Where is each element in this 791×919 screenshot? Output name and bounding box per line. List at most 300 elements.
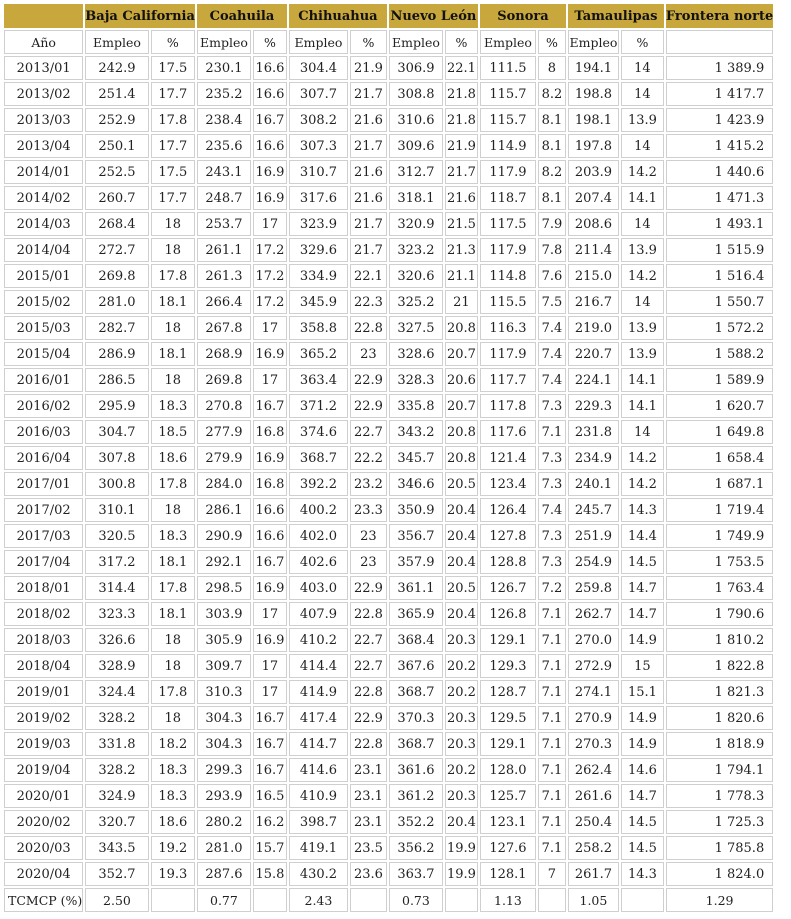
table-row [4, 602, 773, 626]
employment-cell: 258.2 [568, 836, 619, 860]
percent-cell: 14 [621, 82, 664, 106]
tcmcp-value: 1.13 [480, 888, 536, 912]
percent-cell: 14.1 [621, 368, 664, 392]
percent-cell: 8.2 [538, 160, 566, 184]
percent-cell: 21.7 [350, 238, 387, 262]
percent-cell: 14.2 [621, 264, 664, 288]
employment-cell: 224.1 [568, 368, 619, 392]
employment-cell: 356.2 [389, 836, 443, 860]
percent-cell: 20.8 [445, 316, 478, 340]
employment-cell: 126.8 [480, 602, 536, 626]
table-row [4, 56, 773, 80]
employment-cell: 343.2 [389, 420, 443, 444]
percent-cell: 20.7 [445, 342, 478, 366]
percent-cell: 20.4 [445, 810, 478, 834]
percent-cell: 14.6 [621, 758, 664, 782]
tcmcp-value [350, 888, 387, 912]
period-cell: 2018/02 [4, 602, 83, 626]
employment-cell: 352.7 [85, 862, 148, 886]
employment-cell: 220.7 [568, 342, 619, 366]
employment-cell: 231.8 [568, 420, 619, 444]
employment-cell: 126.7 [480, 576, 536, 600]
employment-cell: 279.9 [197, 446, 251, 470]
table-row [4, 758, 773, 782]
employment-cell: 368.7 [389, 680, 443, 704]
table-row [4, 342, 773, 366]
percent-cell: 13.9 [621, 316, 664, 340]
percent-cell: 7 [538, 862, 566, 886]
employment-cell: 243.1 [197, 160, 251, 184]
employment-cell: 114.8 [480, 264, 536, 288]
employment-cell: 272.9 [568, 654, 619, 678]
percent-cell: 20.5 [445, 472, 478, 496]
percent-cell: 20.3 [445, 628, 478, 652]
employment-cell: 295.9 [85, 394, 148, 418]
tcmcp-value: 2.50 [85, 888, 148, 912]
employment-cell: 286.9 [85, 342, 148, 366]
table-row [4, 82, 773, 106]
employment-cell: 317.2 [85, 550, 148, 574]
percent-cell: 20.8 [445, 446, 478, 470]
percent-cell: 7.4 [538, 316, 566, 340]
employment-cell: 292.1 [197, 550, 251, 574]
employment-cell: 281.0 [197, 836, 251, 860]
table-row [4, 524, 773, 548]
employment-cell: 414.4 [289, 654, 348, 678]
percent-cell: 16.6 [253, 56, 287, 80]
period-cell: 2017/02 [4, 498, 83, 522]
employment-cell: 117.8 [480, 394, 536, 418]
percent-cell: 22.8 [350, 680, 387, 704]
percent-cell: 20.4 [445, 498, 478, 522]
employment-cell: 419.1 [289, 836, 348, 860]
employment-cell: 126.4 [480, 498, 536, 522]
period-cell: 2016/03 [4, 420, 83, 444]
employment-cell: 365.9 [389, 602, 443, 626]
employment-cell: 414.7 [289, 732, 348, 756]
period-cell: 2013/02 [4, 82, 83, 106]
employment-cell: 286.1 [197, 498, 251, 522]
employment-cell: 335.8 [389, 394, 443, 418]
employment-cell: 310.3 [197, 680, 251, 704]
employment-cell: 304.3 [197, 706, 251, 730]
employment-cell: 350.9 [389, 498, 443, 522]
percent-cell: 22.2 [350, 446, 387, 470]
employment-cell: 310.6 [389, 108, 443, 132]
total-cell: 1 687.1 [666, 472, 773, 496]
employment-cell: 293.9 [197, 784, 251, 808]
percent-cell: 14 [621, 290, 664, 314]
period-cell: 2019/04 [4, 758, 83, 782]
percent-cell: 17.8 [151, 576, 195, 600]
employment-cell: 211.4 [568, 238, 619, 262]
employment-cell: 327.5 [389, 316, 443, 340]
percent-cell: 16.7 [253, 550, 287, 574]
percent-cell: 23 [350, 550, 387, 574]
employment-cell: 402.6 [289, 550, 348, 574]
employment-cell: 116.3 [480, 316, 536, 340]
state-header: Baja California [85, 4, 195, 28]
employment-cell: 261.3 [197, 264, 251, 288]
employment-cell: 306.9 [389, 56, 443, 80]
table-row [4, 784, 773, 808]
percent-cell: 18.1 [151, 290, 195, 314]
year-column-header: Año [4, 30, 83, 54]
table-row [4, 186, 773, 210]
percent-cell: 17.7 [151, 186, 195, 210]
tcmcp-value [621, 888, 664, 912]
table-row [4, 290, 773, 314]
percent-cell: 16.6 [253, 524, 287, 548]
percent-cell: 22.3 [350, 290, 387, 314]
employment-cell: 219.0 [568, 316, 619, 340]
state-header: Coahuila [197, 4, 287, 28]
employment-cell: 324.4 [85, 680, 148, 704]
employment-cell: 400.2 [289, 498, 348, 522]
employment-cell: 374.6 [289, 420, 348, 444]
employment-cell: 314.4 [85, 576, 148, 600]
percent-cell: 18.1 [151, 550, 195, 574]
state-header: Frontera norte [666, 4, 773, 28]
percent-cell: 8.1 [538, 186, 566, 210]
employment-cell: 308.2 [289, 108, 348, 132]
percent-cell: 18.2 [151, 732, 195, 756]
employment-cell: 290.9 [197, 524, 251, 548]
employment-cell: 368.4 [389, 628, 443, 652]
percent-cell: 16.6 [253, 498, 287, 522]
tcmcp-value: 0.77 [197, 888, 251, 912]
table-row [4, 498, 773, 522]
percent-cell: 16.9 [253, 446, 287, 470]
employment-cell: 254.9 [568, 550, 619, 574]
percent-cell: 21.7 [350, 82, 387, 106]
percent-cell: 23 [350, 524, 387, 548]
employment-cell: 203.9 [568, 160, 619, 184]
employment-cell: 115.5 [480, 290, 536, 314]
percent-cell: 7.1 [538, 654, 566, 678]
employment-cell: 310.7 [289, 160, 348, 184]
percent-cell: 16.5 [253, 784, 287, 808]
employment-cell: 128.0 [480, 758, 536, 782]
total-cell: 1 649.8 [666, 420, 773, 444]
percent-cell: 18 [151, 654, 195, 678]
employment-column-header: Empleo [197, 30, 251, 54]
employment-cell: 198.1 [568, 108, 619, 132]
employment-cell: 346.6 [389, 472, 443, 496]
percent-cell: 22.9 [350, 368, 387, 392]
table-row [4, 212, 773, 236]
percent-cell: 20.8 [445, 420, 478, 444]
total-cell: 1 749.9 [666, 524, 773, 548]
state-header-row [4, 4, 773, 28]
employment-cell: 368.7 [389, 732, 443, 756]
period-cell: 2018/03 [4, 628, 83, 652]
percent-column-header: % [445, 30, 478, 54]
percent-column-header: % [253, 30, 287, 54]
percent-cell: 7.1 [538, 628, 566, 652]
total-cell: 1 493.1 [666, 212, 773, 236]
table-row [4, 706, 773, 730]
percent-cell: 22.8 [350, 316, 387, 340]
empty-subheader [666, 30, 773, 54]
state-header: Chihuahua [289, 4, 387, 28]
percent-cell: 18.6 [151, 810, 195, 834]
percent-cell: 16.9 [253, 186, 287, 210]
employment-cell: 299.3 [197, 758, 251, 782]
total-cell: 1 818.9 [666, 732, 773, 756]
percent-cell: 20.2 [445, 654, 478, 678]
percent-cell: 18.3 [151, 784, 195, 808]
employment-cell: 300.8 [85, 472, 148, 496]
total-cell: 1 588.2 [666, 342, 773, 366]
percent-cell: 18.5 [151, 420, 195, 444]
percent-cell: 17.7 [151, 134, 195, 158]
total-cell: 1 589.9 [666, 368, 773, 392]
period-cell: 2017/01 [4, 472, 83, 496]
percent-cell: 21.6 [445, 186, 478, 210]
percent-cell: 13.9 [621, 342, 664, 366]
state-header: Nuevo León [389, 4, 478, 28]
percent-cell: 17 [253, 212, 287, 236]
employment-cell: 235.6 [197, 134, 251, 158]
employment-table [2, 2, 775, 914]
percent-cell: 18 [151, 316, 195, 340]
total-cell: 1 423.9 [666, 108, 773, 132]
employment-cell: 272.7 [85, 238, 148, 262]
percent-cell: 14.1 [621, 186, 664, 210]
employment-cell: 414.6 [289, 758, 348, 782]
period-cell: 2020/03 [4, 836, 83, 860]
employment-cell: 410.2 [289, 628, 348, 652]
corner-header [4, 4, 83, 28]
employment-cell: 309.6 [389, 134, 443, 158]
percent-cell: 7.1 [538, 836, 566, 860]
percent-cell: 7.3 [538, 550, 566, 574]
employment-cell: 115.7 [480, 82, 536, 106]
period-cell: 2016/04 [4, 446, 83, 470]
employment-cell: 127.6 [480, 836, 536, 860]
percent-cell: 20.5 [445, 576, 478, 600]
employment-cell: 117.7 [480, 368, 536, 392]
percent-cell: 20.3 [445, 784, 478, 808]
employment-cell: 303.9 [197, 602, 251, 626]
percent-cell: 18.1 [151, 602, 195, 626]
employment-cell: 229.3 [568, 394, 619, 418]
employment-cell: 352.2 [389, 810, 443, 834]
percent-cell: 15 [621, 654, 664, 678]
period-cell: 2020/04 [4, 862, 83, 886]
employment-cell: 281.0 [85, 290, 148, 314]
percent-cell: 14.3 [621, 862, 664, 886]
percent-cell: 19.9 [445, 836, 478, 860]
percent-cell: 7.2 [538, 576, 566, 600]
percent-cell: 22.1 [445, 56, 478, 80]
percent-cell: 22.7 [350, 420, 387, 444]
percent-cell: 23.2 [350, 472, 387, 496]
percent-cell: 8.1 [538, 134, 566, 158]
percent-cell: 14.7 [621, 576, 664, 600]
employment-cell: 402.0 [289, 524, 348, 548]
percent-cell: 16.7 [253, 758, 287, 782]
percent-cell: 16.8 [253, 472, 287, 496]
table-row [4, 264, 773, 288]
employment-cell: 334.9 [289, 264, 348, 288]
employment-cell: 269.8 [85, 264, 148, 288]
percent-cell: 21.1 [445, 264, 478, 288]
employment-cell: 128.1 [480, 862, 536, 886]
percent-cell: 16.9 [253, 160, 287, 184]
period-cell: 2014/04 [4, 238, 83, 262]
table-row [4, 628, 773, 652]
state-header: Tamaulipas [568, 4, 664, 28]
percent-cell: 16.9 [253, 342, 287, 366]
employment-cell: 267.8 [197, 316, 251, 340]
total-cell: 1 810.2 [666, 628, 773, 652]
employment-cell: 287.6 [197, 862, 251, 886]
total-cell: 1 658.4 [666, 446, 773, 470]
employment-cell: 304.4 [289, 56, 348, 80]
employment-cell: 198.8 [568, 82, 619, 106]
employment-cell: 361.1 [389, 576, 443, 600]
employment-cell: 262.7 [568, 602, 619, 626]
percent-cell: 20.2 [445, 680, 478, 704]
employment-cell: 356.7 [389, 524, 443, 548]
percent-cell: 17.8 [151, 472, 195, 496]
total-cell: 1 572.2 [666, 316, 773, 340]
period-cell: 2015/03 [4, 316, 83, 340]
total-cell: 1 824.0 [666, 862, 773, 886]
table-row [4, 238, 773, 262]
employment-cell: 128.7 [480, 680, 536, 704]
percent-cell: 17.8 [151, 264, 195, 288]
employment-cell: 259.8 [568, 576, 619, 600]
percent-cell: 14.7 [621, 602, 664, 626]
employment-cell: 125.7 [480, 784, 536, 808]
employment-cell: 252.5 [85, 160, 148, 184]
employment-cell: 121.4 [480, 446, 536, 470]
total-cell: 1 417.7 [666, 82, 773, 106]
percent-cell: 16.7 [253, 394, 287, 418]
table-row [4, 134, 773, 158]
employment-cell: 129.1 [480, 628, 536, 652]
percent-cell: 20.3 [445, 732, 478, 756]
employment-cell: 324.9 [85, 784, 148, 808]
employment-cell: 328.2 [85, 758, 148, 782]
tcmcp-value: 1.29 [666, 888, 773, 912]
employment-cell: 127.8 [480, 524, 536, 548]
employment-cell: 320.5 [85, 524, 148, 548]
percent-cell: 17.2 [253, 238, 287, 262]
percent-cell: 18 [151, 706, 195, 730]
percent-cell: 7.4 [538, 342, 566, 366]
total-cell: 1 389.9 [666, 56, 773, 80]
employment-cell: 430.2 [289, 862, 348, 886]
percent-column-header: % [621, 30, 664, 54]
table-row [4, 394, 773, 418]
employment-cell: 117.9 [480, 342, 536, 366]
employment-column-header: Empleo [289, 30, 348, 54]
percent-cell: 7.3 [538, 446, 566, 470]
percent-cell: 14.7 [621, 784, 664, 808]
employment-cell: 317.6 [289, 186, 348, 210]
employment-cell: 248.7 [197, 186, 251, 210]
subheader-row [4, 30, 773, 54]
total-cell: 1 725.3 [666, 810, 773, 834]
table-row [4, 680, 773, 704]
employment-cell: 129.3 [480, 654, 536, 678]
table-row [4, 654, 773, 678]
total-cell: 1 794.1 [666, 758, 773, 782]
employment-cell: 318.1 [389, 186, 443, 210]
tcmcp-value: 0.73 [389, 888, 443, 912]
employment-cell: 216.7 [568, 290, 619, 314]
percent-cell: 22.1 [350, 264, 387, 288]
percent-cell: 14 [621, 134, 664, 158]
percent-cell: 21.3 [445, 238, 478, 262]
percent-cell: 17.8 [151, 108, 195, 132]
percent-cell: 13.9 [621, 238, 664, 262]
percent-cell: 17.5 [151, 160, 195, 184]
employment-cell: 305.9 [197, 628, 251, 652]
percent-cell: 17.8 [151, 680, 195, 704]
percent-cell: 14 [621, 212, 664, 236]
employment-cell: 407.9 [289, 602, 348, 626]
employment-cell: 235.2 [197, 82, 251, 106]
table-row [4, 862, 773, 886]
total-cell: 1 471.3 [666, 186, 773, 210]
period-cell: 2014/02 [4, 186, 83, 210]
percent-cell: 23.1 [350, 784, 387, 808]
percent-cell: 14.9 [621, 732, 664, 756]
employment-cell: 398.7 [289, 810, 348, 834]
employment-cell: 117.9 [480, 160, 536, 184]
percent-cell: 17.2 [253, 264, 287, 288]
percent-cell: 18 [151, 628, 195, 652]
percent-cell: 23.5 [350, 836, 387, 860]
employment-cell: 118.7 [480, 186, 536, 210]
period-cell: 2014/01 [4, 160, 83, 184]
employment-cell: 343.5 [85, 836, 148, 860]
total-cell: 1 763.4 [666, 576, 773, 600]
employment-cell: 304.7 [85, 420, 148, 444]
employment-cell: 358.8 [289, 316, 348, 340]
employment-cell: 304.3 [197, 732, 251, 756]
employment-cell: 123.4 [480, 472, 536, 496]
employment-cell: 326.6 [85, 628, 148, 652]
percent-cell: 14.5 [621, 810, 664, 834]
percent-cell: 23.3 [350, 498, 387, 522]
employment-cell: 270.0 [568, 628, 619, 652]
total-cell: 1 550.7 [666, 290, 773, 314]
table-row [4, 316, 773, 340]
tcmcp-value: 2.43 [289, 888, 348, 912]
percent-cell: 14.3 [621, 498, 664, 522]
employment-cell: 115.7 [480, 108, 536, 132]
percent-cell: 21 [445, 290, 478, 314]
percent-cell: 18 [151, 238, 195, 262]
employment-cell: 331.8 [85, 732, 148, 756]
employment-cell: 266.4 [197, 290, 251, 314]
table-row [4, 108, 773, 132]
percent-cell: 21.8 [445, 108, 478, 132]
percent-column-header: % [538, 30, 566, 54]
tcmcp-value: 1.05 [568, 888, 619, 912]
employment-cell: 403.0 [289, 576, 348, 600]
table-row [4, 472, 773, 496]
total-cell: 1 785.8 [666, 836, 773, 860]
period-cell: 2020/01 [4, 784, 83, 808]
percent-column-header: % [151, 30, 195, 54]
